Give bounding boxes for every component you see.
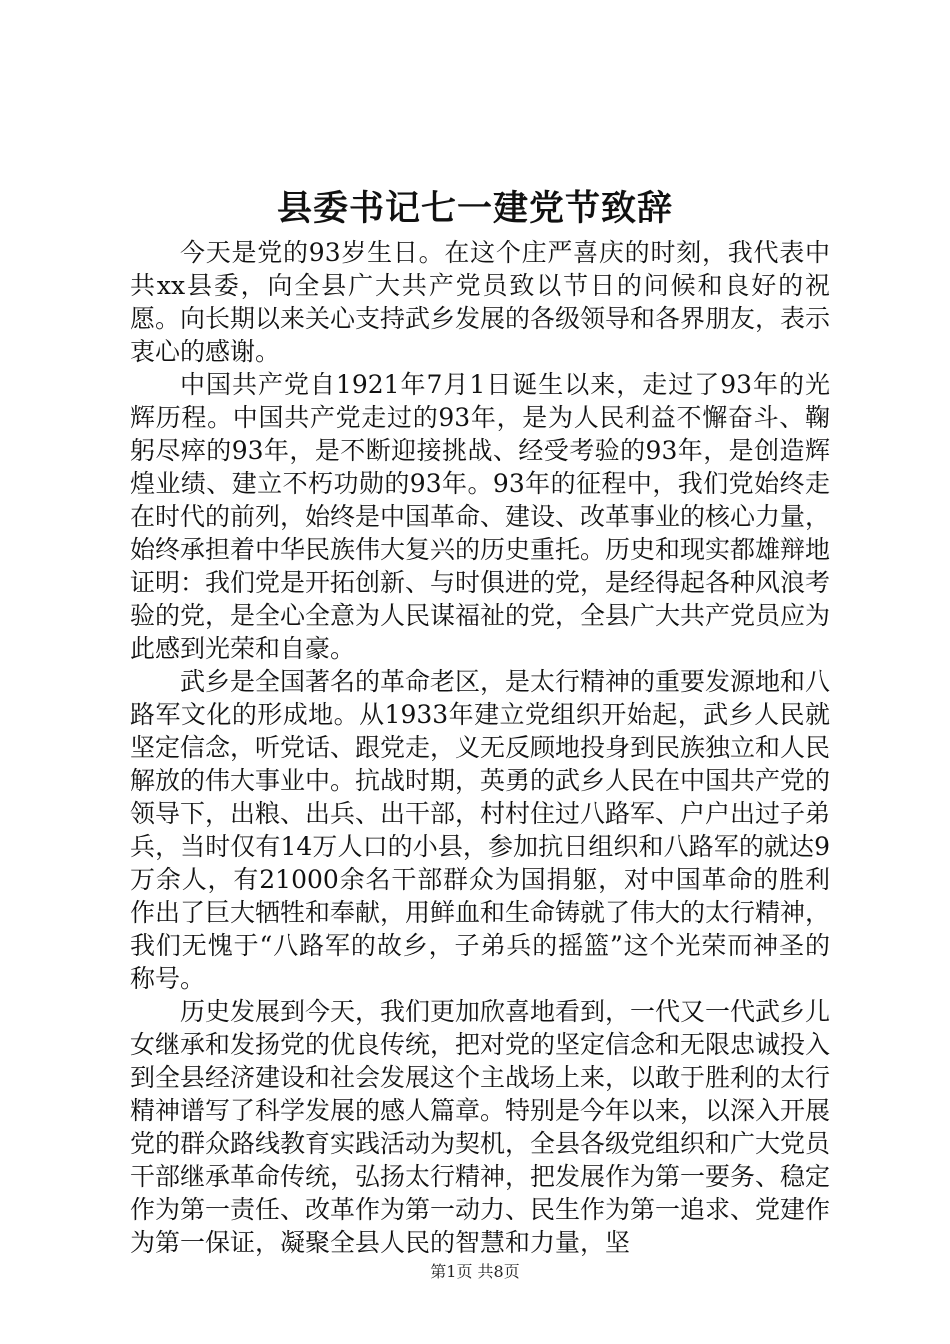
paragraph-1: 今天是党的93岁生日。在这个庄严喜庆的时刻，我代表中共xx县委，向全县广大共产党员致以节日的问候和良好的祝愿。向长期以来关心支持武乡发展的各级领导和各界朋友，表示衷心的感谢。 [130,238,831,366]
paragraph-3: 武乡是全国著名的革命老区，是太行精神的重要发源地和八路军文化的形成地。从1933年建立党组织开始起，武乡人民就坚定信念，听党话、跟党走，义无反顾地投身到民族独立和人民解放的伟大事业中。抗战时期，英勇的武乡人民在中国共产党的领导下，出粮、出兵、出干部，村村住过八路军、户户出过子弟兵，当时仅有14万人口的小县，参加抗日组织和八路军的就达9万余人，有21000余名干部群众为国捐躯，对中国革命的胜利作出了巨大牺牲和奉献，用鲜血和生命铸就了伟大的太行精神，我们无愧于“八路军的故乡，子弟兵的摇篮”这个光荣而神圣的称号。 [130,667,831,993]
page-number-footer: 第1页 共8页 [430,1262,520,1281]
document-body [130,236,830,1259]
paragraph-4: 历史发展到今天，我们更加欣喜地看到，一代又一代武乡儿女继承和发扬党的优良传统，把对党的坚定信念和无限忠诚投入到全县经济建设和社会发展这个主战场上来，以敢于胜利的太行精神谱写了科学发展的感人篇章。特别是今年以来，以深入开展党的群众路线教育实践活动为契机，全县各级党组织和广大党员干部继承革命传统，弘扬太行精神，把发展作为第一要务、稳定作为第一责任、改革作为第一动力、民生作为第一追求、党建作为第一保证，凝聚全县人民的智慧和力量，坚 [130,997,831,1257]
paragraph-2: 中国共产党自1921年7月1日诞生以来，走过了93年的光辉历程。中国共产党走过的93年，是为人民利益不懈奋斗、鞠躬尽瘁的93年，是不断迎接挑战、经受考验的93年，是创造辉煌业绩、建立不朽功勋的93年。93年的征程中，我们党始终走在时代的前列，始终是中国革命、建设、改革事业的核心力量，始终承担着中华民族伟大复兴的历史重托。历史和现实都雄辩地证明：我们党是开拓创新、与时俱进的党，是经得起各种风浪考验的党，是全心全意为人民谋福祉的党，全县广大共产党员应为此感到光荣和自豪。 [130,370,831,663]
document-title: 县委书记七一建党节致辞 [276,188,673,229]
